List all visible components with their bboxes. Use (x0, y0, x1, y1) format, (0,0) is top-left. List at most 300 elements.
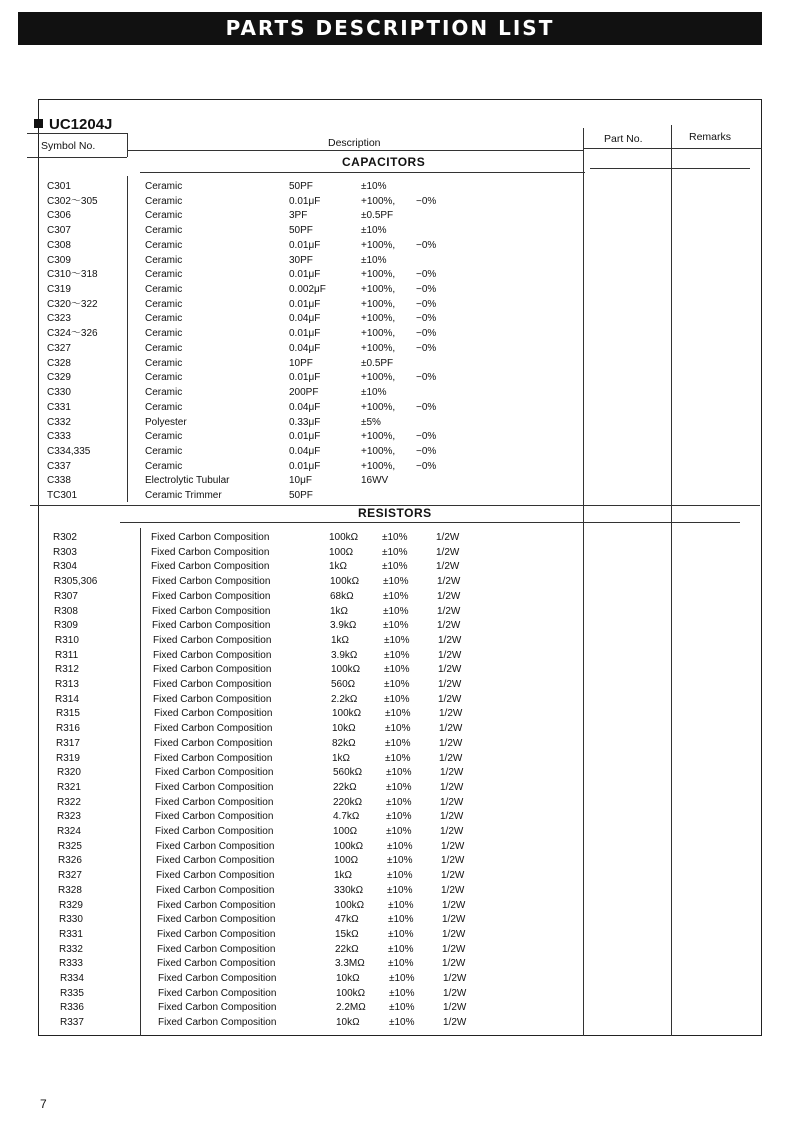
tolerance-cell: ±10% (388, 958, 414, 970)
value-cell: 3.3MΩ (335, 958, 365, 970)
table-row (0, 736, 780, 751)
tolerance-cell: ±10% (387, 884, 413, 896)
value-cell: 220kΩ (333, 796, 363, 808)
value-cell: 50PF (289, 225, 313, 237)
value-cell: 50PF (289, 490, 313, 502)
tolerance-extra-cell: −0% (416, 298, 437, 310)
wattage-cell: 1/2W (441, 855, 465, 867)
symbol-cell: R316 (56, 723, 80, 735)
table-row (0, 238, 780, 253)
type-cell: Fixed Carbon Composition (158, 973, 277, 984)
symbol-cell: R305,306 (54, 576, 98, 588)
square-bullet-icon (34, 119, 43, 128)
tolerance-extra-cell: −0% (416, 239, 437, 251)
tolerance-cell: +100%, (361, 445, 396, 457)
wattage-cell: 1/2W (443, 1017, 467, 1029)
symbol-cell: R302 (53, 532, 77, 543)
tolerance-cell: +100%, (361, 401, 396, 413)
type-cell: Fixed Carbon Composition (156, 840, 275, 852)
value-cell: 10μF (289, 475, 312, 487)
table-row (0, 677, 780, 692)
symbol-cell: C329 (47, 372, 71, 384)
symbol-cell: R323 (57, 811, 81, 823)
value-cell: 0.01μF (289, 460, 321, 472)
table-row (0, 385, 780, 400)
type-cell: Ceramic (145, 357, 183, 369)
value-cell: 330kΩ (334, 884, 364, 896)
type-cell: Ceramic (145, 431, 183, 443)
value-cell: 1kΩ (330, 605, 349, 617)
table-row (0, 853, 780, 868)
wattage-cell: 1/2W (437, 576, 461, 588)
value-cell: 100Ω (329, 546, 354, 558)
tolerance-cell: ±10% (382, 561, 408, 573)
table-row (0, 370, 780, 385)
type-cell: Fixed Carbon Composition (153, 634, 272, 646)
symbol-cell: R331 (59, 928, 83, 940)
value-cell: 10PF (289, 357, 313, 369)
value-cell: 15kΩ (335, 928, 359, 940)
tolerance-extra-cell: −0% (416, 328, 437, 340)
symbol-cell: R314 (55, 693, 79, 705)
type-cell: Ceramic (145, 225, 183, 237)
tolerance-extra-cell: −0% (416, 284, 437, 296)
wattage-cell: 1/2W (439, 708, 463, 720)
model-heading (34, 116, 112, 133)
symbol-cell: C308 (47, 239, 71, 251)
tolerance-cell: ±10% (386, 781, 412, 793)
type-cell: Fixed Carbon Composition (157, 943, 276, 955)
table-row (0, 444, 780, 459)
value-cell: 1kΩ (332, 752, 351, 764)
value-cell: 0.01μF (289, 269, 321, 281)
wattage-cell: 1/2W (440, 811, 464, 823)
type-cell: Fixed Carbon Composition (156, 870, 275, 882)
value-cell: 0.01μF (289, 328, 321, 340)
symbol-cell: R325 (58, 840, 82, 852)
wattage-cell: 1/2W (443, 987, 467, 999)
type-cell: Ceramic (145, 254, 183, 266)
value-cell: 3.9kΩ (331, 649, 358, 661)
tolerance-cell: ±10% (385, 737, 411, 749)
symbol-cell: R307 (54, 590, 78, 602)
tolerance-extra-cell: −0% (416, 313, 437, 325)
type-cell: Fixed Carbon Composition (157, 914, 276, 926)
table-row (0, 400, 780, 415)
tolerance-cell: ±10% (383, 605, 409, 617)
capacitors-heading: CAPACITORS (342, 155, 426, 169)
column-divider (127, 133, 128, 157)
value-cell: 100kΩ (329, 532, 359, 543)
symbol-cell: R319 (56, 752, 80, 764)
tolerance-cell: +100%, (361, 342, 396, 354)
wattage-cell: 1/2W (436, 532, 460, 543)
type-cell: Fixed Carbon Composition (158, 1002, 277, 1014)
rule-line (27, 157, 127, 158)
table-row (0, 297, 780, 312)
tolerance-cell: ±10% (384, 664, 410, 676)
resistors-heading: RESISTORS (358, 506, 432, 520)
type-cell: Ceramic (145, 298, 183, 310)
tolerance-extra-cell: −0% (416, 460, 437, 472)
type-cell: Fixed Carbon Composition (153, 679, 272, 690)
tolerance-cell: ±10% (389, 987, 415, 999)
rule-line (590, 168, 750, 169)
table-row (0, 765, 780, 780)
table-row (0, 194, 780, 209)
symbol-cell: C307 (47, 225, 71, 237)
wattage-cell: 1/2W (438, 693, 462, 705)
tolerance-extra-cell: −0% (416, 401, 437, 413)
table-row (0, 721, 780, 736)
type-cell: Fixed Carbon Composition (152, 576, 271, 588)
symbol-cell: C332 (47, 416, 71, 428)
symbol-cell: R337 (60, 1017, 84, 1029)
symbol-cell: R330 (59, 914, 83, 926)
symbol-cell: C309 (47, 254, 71, 266)
table-row (0, 223, 780, 238)
tolerance-cell: ±10% (388, 943, 414, 955)
type-cell: Ceramic (145, 181, 183, 192)
symbol-cell: C301 (47, 181, 71, 192)
table-row (0, 692, 780, 707)
table-row (0, 429, 780, 444)
symbol-cell: R310 (55, 634, 79, 646)
value-cell: 0.04μF (289, 445, 321, 457)
tolerance-cell: ±10% (385, 723, 411, 735)
tolerance-cell: ±10% (382, 532, 408, 543)
tolerance-cell: ±0.5PF (361, 210, 394, 222)
rule-line (27, 133, 127, 134)
symbol-cell: R324 (57, 826, 81, 837)
tolerance-cell: ±10% (386, 796, 412, 808)
symbol-cell: R312 (55, 664, 79, 676)
value-cell: 0.33μF (289, 416, 321, 428)
type-cell: Ceramic (145, 460, 183, 472)
tolerance-cell: +100%, (361, 298, 396, 310)
wattage-cell: 1/2W (437, 605, 461, 617)
type-cell: Fixed Carbon Composition (158, 1017, 277, 1029)
type-cell: Polyester (145, 416, 187, 428)
table-row (0, 589, 780, 604)
tolerance-cell: ±10% (389, 973, 415, 984)
rule-line (127, 150, 583, 151)
header-symbol-no: Symbol No. (41, 140, 96, 152)
value-cell: 100Ω (334, 855, 359, 867)
wattage-cell: 1/2W (436, 561, 460, 573)
wattage-cell: 1/2W (439, 752, 463, 764)
header-description: Description (328, 137, 381, 149)
table-row (0, 662, 780, 677)
table-row (0, 927, 780, 942)
type-cell: Ceramic (145, 445, 183, 457)
tolerance-cell: ±10% (361, 387, 387, 399)
symbol-cell: C320～322 (47, 298, 98, 310)
tolerance-cell: ±10% (385, 708, 411, 720)
type-cell: Fixed Carbon Composition (155, 796, 274, 808)
table-row (0, 545, 780, 560)
symbol-cell: R329 (59, 899, 83, 911)
table-row (0, 633, 780, 648)
wattage-cell: 1/2W (442, 899, 466, 911)
table-row (0, 618, 780, 633)
type-cell: Fixed Carbon Composition (151, 546, 270, 558)
type-cell: Fixed Carbon Composition (151, 532, 270, 543)
type-cell: Fixed Carbon Composition (154, 723, 273, 735)
table-row (0, 559, 780, 574)
table-row (0, 706, 780, 721)
value-cell: 68kΩ (330, 590, 354, 602)
tolerance-cell: ±10% (389, 1002, 415, 1014)
wattage-cell: 1/2W (440, 826, 464, 837)
type-cell: Fixed Carbon Composition (154, 752, 273, 764)
value-cell: 0.01μF (289, 431, 321, 443)
wattage-cell: 1/2W (438, 649, 462, 661)
tolerance-cell: ±10% (382, 546, 408, 558)
tolerance-cell: ±10% (383, 590, 409, 602)
value-cell: 100kΩ (332, 708, 362, 720)
value-cell: 200PF (289, 387, 319, 399)
tolerance-cell: ±10% (388, 914, 414, 926)
wattage-cell: 1/2W (440, 781, 464, 793)
wattage-cell: 1/2W (441, 884, 465, 896)
page-number: 7 (40, 1097, 47, 1111)
value-cell: 0.01μF (289, 239, 321, 251)
value-cell: 0.01μF (289, 195, 321, 207)
symbol-cell: C334,335 (47, 445, 91, 457)
symbol-cell: TC301 (47, 490, 78, 502)
rule-line (140, 172, 585, 173)
symbol-cell: R334 (60, 973, 84, 984)
type-cell: Fixed Carbon Composition (155, 781, 274, 793)
table-row (0, 648, 780, 663)
tolerance-cell: ±10% (361, 254, 387, 266)
symbol-cell: R309 (54, 620, 78, 632)
value-cell: 30PF (289, 254, 313, 266)
table-row (0, 253, 780, 268)
tolerance-cell: ±10% (361, 181, 387, 192)
model-number: UC1204J (49, 116, 113, 133)
wattage-cell: 1/2W (437, 620, 461, 632)
tolerance-cell: ±10% (387, 855, 413, 867)
table-row (0, 986, 780, 1001)
table-row (0, 1000, 780, 1015)
value-cell: 10kΩ (336, 973, 360, 984)
wattage-cell: 1/2W (438, 679, 462, 690)
tolerance-cell: ±10% (384, 679, 410, 690)
type-cell: Ceramic (145, 401, 183, 413)
rule-line (120, 522, 740, 523)
symbol-cell: R327 (58, 870, 82, 882)
tolerance-cell: ±10% (384, 693, 410, 705)
tolerance-cell: +100%, (361, 328, 396, 340)
symbol-cell: R315 (56, 708, 80, 720)
header-part-no: Part No. (604, 133, 643, 145)
wattage-cell: 1/2W (442, 928, 466, 940)
type-cell: Ceramic (145, 269, 183, 281)
table-row (0, 488, 780, 503)
value-cell: 22kΩ (333, 781, 357, 793)
tolerance-cell: ±10% (386, 826, 412, 837)
symbol-cell: R304 (53, 561, 77, 573)
value-cell: 50PF (289, 181, 313, 192)
type-cell: Fixed Carbon Composition (156, 855, 275, 867)
wattage-cell: 1/2W (440, 767, 464, 779)
tolerance-cell: ±10% (388, 899, 414, 911)
tolerance-extra-cell: −0% (416, 431, 437, 443)
tolerance-cell: +100%, (361, 431, 396, 443)
table-row (0, 809, 780, 824)
symbol-cell: C302～305 (47, 195, 98, 207)
table-row (0, 604, 780, 619)
value-cell: 0.04μF (289, 342, 321, 354)
value-cell: 100kΩ (334, 840, 364, 852)
table-row (0, 341, 780, 356)
tolerance-cell: ±10% (383, 620, 409, 632)
symbol-cell: C333 (47, 431, 71, 443)
wattage-cell: 1/2W (441, 870, 465, 882)
wattage-cell: 1/2W (439, 737, 463, 749)
wattage-cell: 1/2W (436, 546, 460, 558)
table-row (0, 356, 780, 371)
tolerance-cell: +100%, (361, 195, 396, 207)
type-cell: Fixed Carbon Composition (154, 708, 273, 720)
tolerance-cell: ±10% (361, 225, 387, 237)
table-row (0, 530, 780, 545)
table-row (0, 282, 780, 297)
table-row (0, 311, 780, 326)
symbol-cell: C310～318 (47, 269, 98, 281)
tolerance-cell: ±10% (383, 576, 409, 588)
type-cell: Fixed Carbon Composition (157, 928, 276, 940)
type-cell: Ceramic (145, 239, 183, 251)
tolerance-cell: ±10% (384, 634, 410, 646)
symbol-cell: C306 (47, 210, 71, 222)
rule-line (583, 148, 762, 149)
value-cell: 0.01μF (289, 372, 321, 384)
symbol-cell: R317 (56, 737, 80, 749)
type-cell: Ceramic Trimmer (145, 490, 222, 502)
table-row (0, 574, 780, 589)
table-row (0, 780, 780, 795)
value-cell: 100kΩ (330, 576, 360, 588)
value-cell: 560kΩ (333, 767, 363, 779)
value-cell: 100kΩ (331, 664, 361, 676)
tolerance-cell: 16WV (361, 475, 389, 487)
symbol-cell: C319 (47, 284, 71, 296)
type-cell: Fixed Carbon Composition (153, 693, 272, 705)
table-row (0, 956, 780, 971)
type-cell: Ceramic (145, 342, 183, 354)
symbol-cell: C327 (47, 342, 71, 354)
table-row (0, 751, 780, 766)
tolerance-extra-cell: −0% (416, 445, 437, 457)
table-row (0, 839, 780, 854)
type-cell: Fixed Carbon Composition (155, 767, 274, 779)
symbol-cell: R332 (59, 943, 83, 955)
value-cell: 3.9kΩ (330, 620, 357, 632)
symbol-cell: R321 (57, 781, 81, 793)
table-row (0, 326, 780, 341)
type-cell: Fixed Carbon Composition (155, 811, 274, 823)
tolerance-cell: +100%, (361, 460, 396, 472)
value-cell: 0.002μF (289, 284, 326, 296)
value-cell: 3PF (289, 210, 308, 222)
tolerance-cell: ±0.5PF (361, 357, 394, 369)
wattage-cell: 1/2W (442, 958, 466, 970)
value-cell: 22kΩ (335, 943, 359, 955)
value-cell: 47kΩ (335, 914, 359, 926)
tolerance-extra-cell: −0% (416, 195, 437, 207)
tolerance-extra-cell: −0% (416, 342, 437, 354)
wattage-cell: 1/2W (439, 723, 463, 735)
table-row (0, 795, 780, 810)
table-row (0, 473, 780, 488)
type-cell: Fixed Carbon Composition (157, 958, 276, 970)
value-cell: 100kΩ (336, 987, 366, 999)
value-cell: 10kΩ (332, 723, 356, 735)
value-cell: 82kΩ (332, 737, 356, 749)
type-cell: Ceramic (145, 387, 183, 399)
wattage-cell: 1/2W (437, 590, 461, 602)
symbol-cell: R308 (54, 605, 78, 617)
symbol-cell: C338 (47, 475, 71, 487)
table-row (0, 208, 780, 223)
tolerance-cell: ±10% (389, 1017, 415, 1029)
type-cell: Ceramic (145, 328, 183, 340)
value-cell: 2.2kΩ (331, 693, 358, 705)
type-cell: Fixed Carbon Composition (154, 737, 273, 749)
value-cell: 1kΩ (334, 870, 353, 882)
value-cell: 1kΩ (329, 561, 348, 573)
tolerance-cell: ±5% (361, 416, 381, 428)
type-cell: Ceramic (145, 313, 183, 325)
wattage-cell: 1/2W (438, 634, 462, 646)
symbol-cell: R326 (58, 855, 82, 867)
value-cell: 0.04μF (289, 401, 321, 413)
symbol-cell: R328 (58, 884, 82, 896)
tolerance-cell: +100%, (361, 313, 396, 325)
type-cell: Fixed Carbon Composition (151, 561, 270, 573)
type-cell: Fixed Carbon Composition (153, 649, 272, 661)
symbol-cell: R336 (60, 1002, 84, 1014)
tolerance-cell: +100%, (361, 239, 396, 251)
table-row (0, 415, 780, 430)
type-cell: Fixed Carbon Composition (152, 620, 271, 632)
header-remarks: Remarks (689, 131, 732, 143)
value-cell: 4.7kΩ (333, 811, 360, 823)
wattage-cell: 1/2W (440, 796, 464, 808)
symbol-cell: R311 (55, 649, 79, 661)
type-cell: Ceramic (145, 372, 183, 384)
tolerance-cell: ±10% (387, 870, 413, 882)
value-cell: 0.01μF (289, 298, 321, 310)
wattage-cell: 1/2W (438, 664, 462, 676)
table-row (0, 824, 780, 839)
wattage-cell: 1/2W (441, 840, 465, 852)
tolerance-cell: ±10% (387, 840, 413, 852)
table-row (0, 868, 780, 883)
type-cell: Fixed Carbon Composition (155, 826, 274, 837)
value-cell: 100kΩ (335, 899, 365, 911)
wattage-cell: 1/2W (443, 973, 467, 984)
tolerance-cell: ±10% (386, 767, 412, 779)
table-row (0, 459, 780, 474)
type-cell: Fixed Carbon Composition (152, 590, 271, 602)
symbol-cell: R303 (53, 546, 77, 558)
tolerance-extra-cell: −0% (416, 372, 437, 384)
type-cell: Fixed Carbon Composition (153, 664, 272, 676)
